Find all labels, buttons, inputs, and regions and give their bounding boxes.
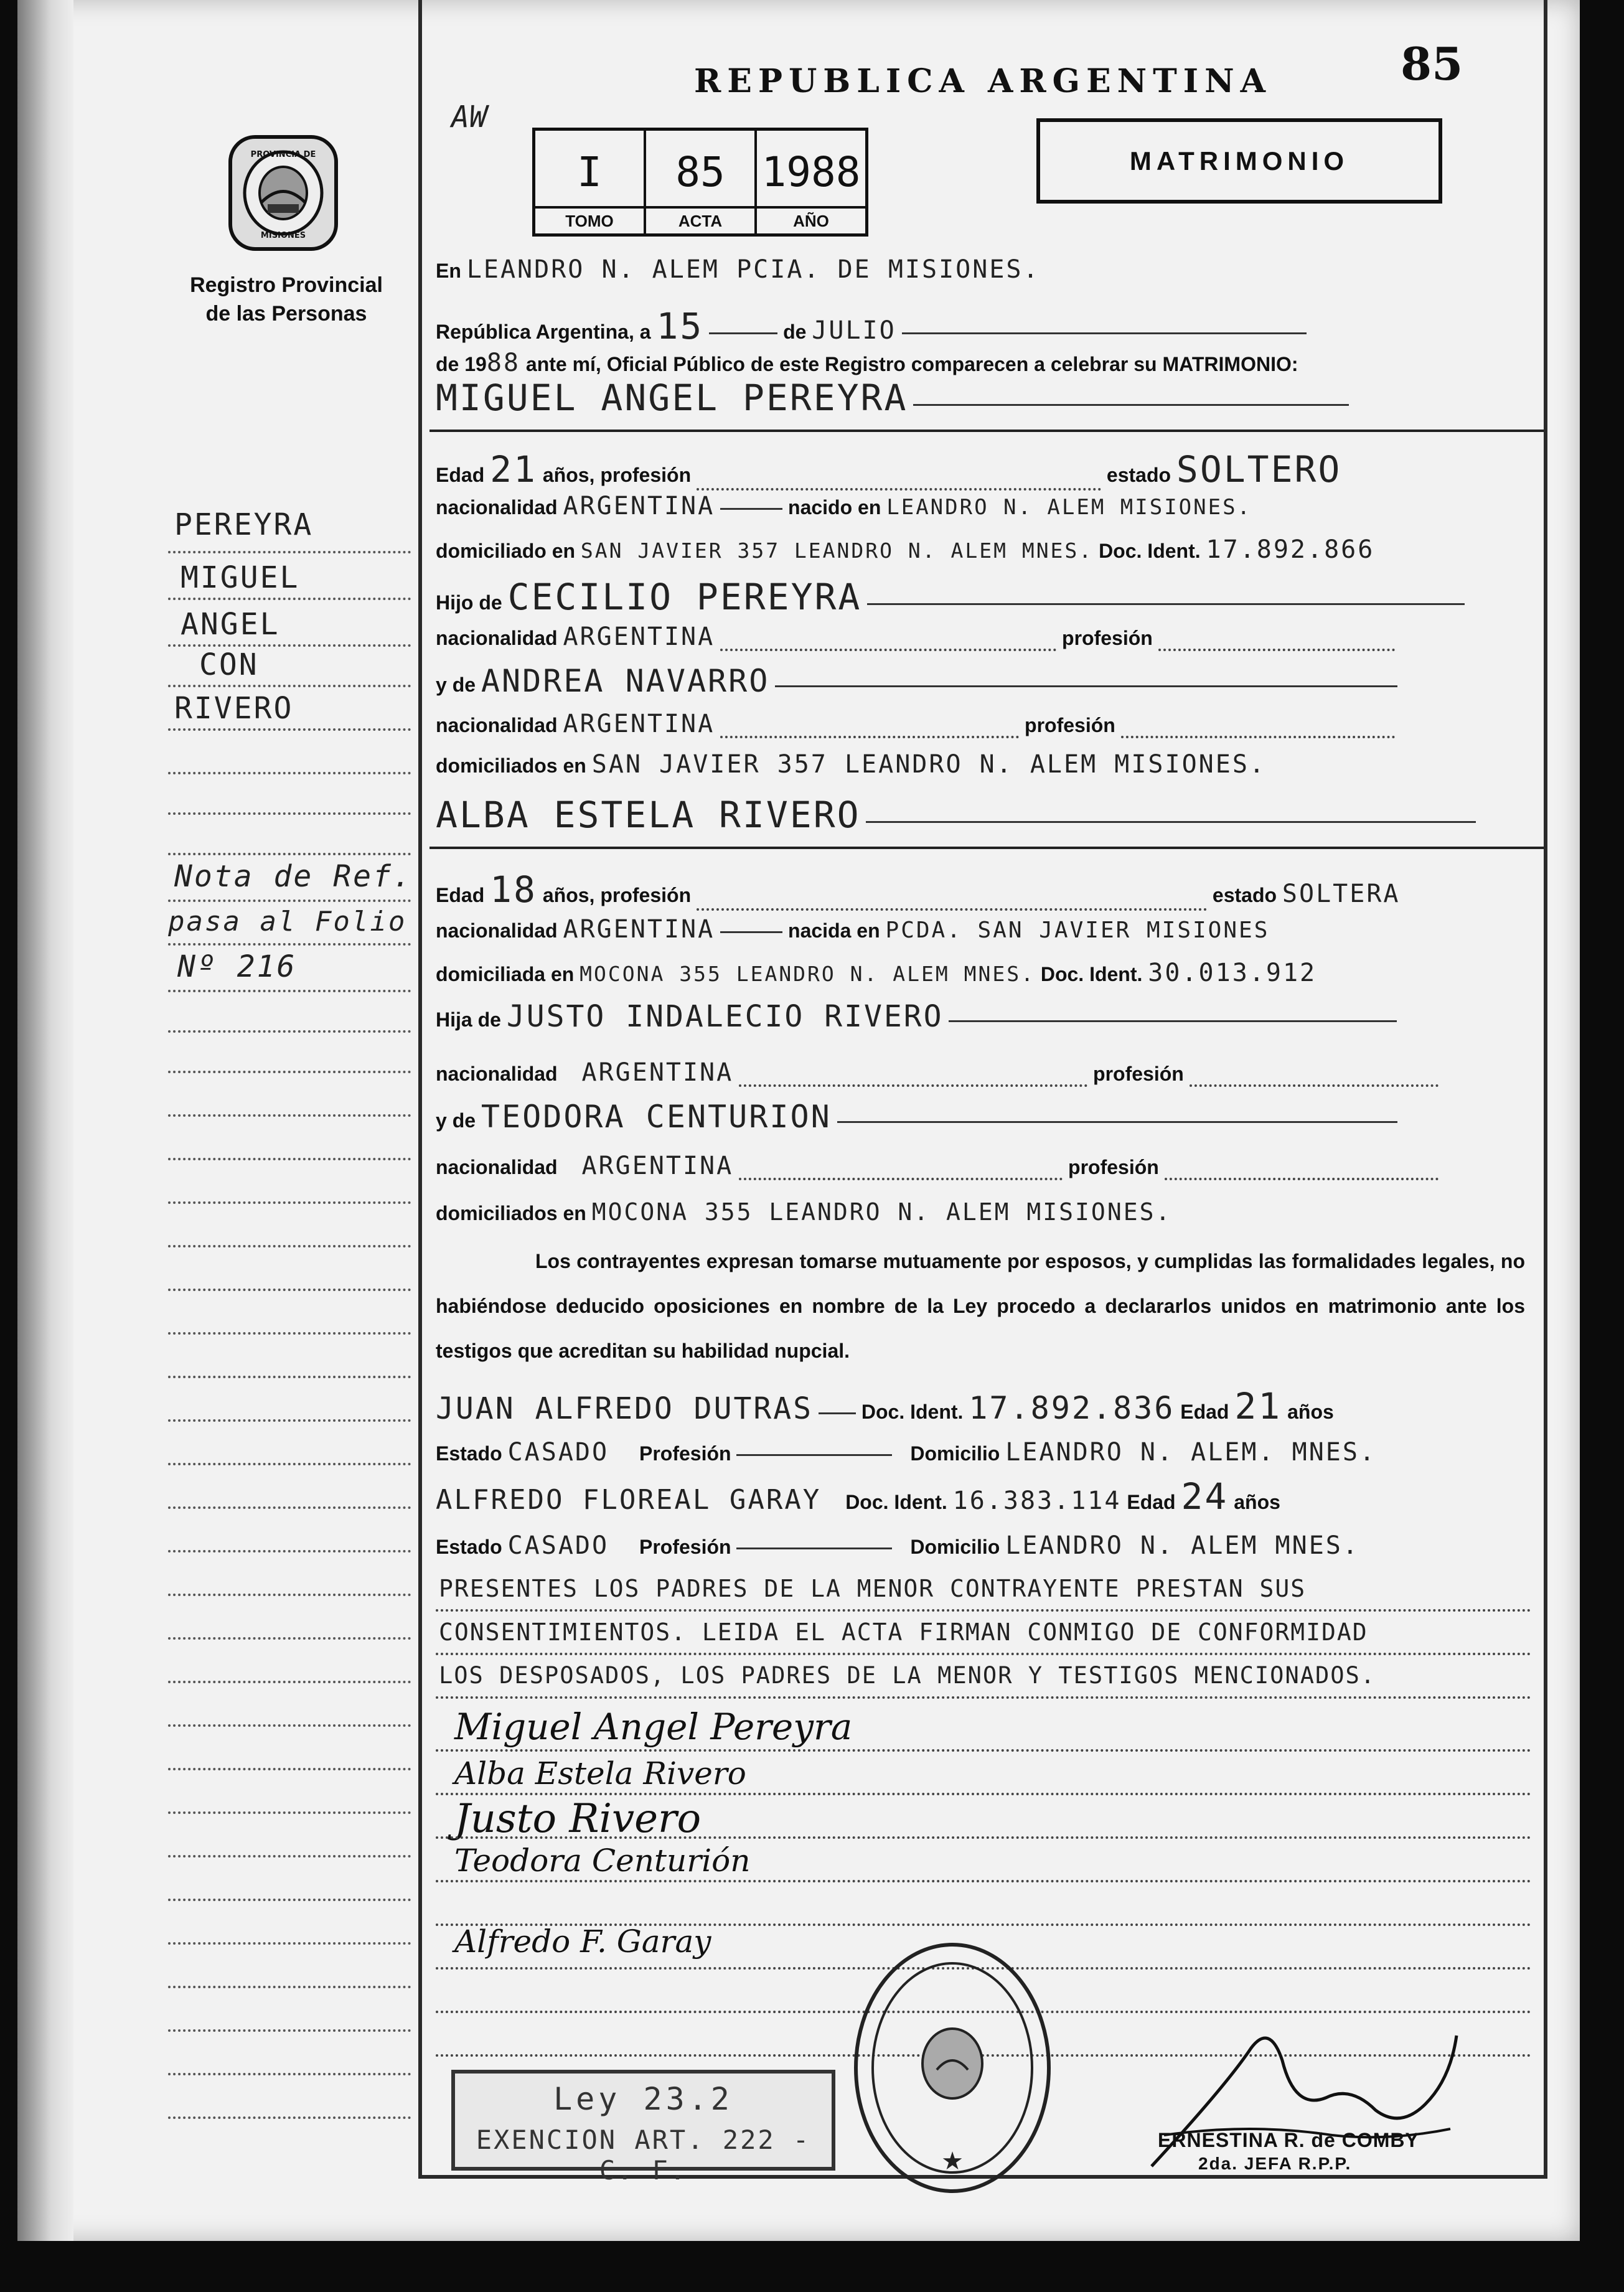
blank-dots: [1158, 642, 1395, 651]
groom-father-nat-row: [436, 622, 1395, 651]
margin-rule: [168, 1463, 411, 1465]
profesion-label: profesión: [1093, 1063, 1184, 1085]
bride-father-nacionalidad: ARGENTINA: [581, 1058, 734, 1087]
groom-parents-address-row: [436, 750, 1266, 779]
blank-line: [720, 508, 782, 510]
domicilio-label: Domicilio: [910, 1536, 1000, 1558]
nacida-label: nacida en: [788, 919, 880, 942]
place-value: LEANDRO N. ALEM PCIA. DE MISIONES.: [466, 255, 1040, 284]
witness-1-estado: CASADO: [507, 1438, 609, 1467]
groom-mother-nat-row: [436, 710, 1395, 738]
ruled-line: [436, 1696, 1531, 1699]
tomo-cell: [535, 131, 646, 233]
anos-profesion-label: años, profesión: [542, 464, 692, 486]
hija-label: Hija de: [436, 1008, 501, 1031]
margin-name-line: ANGEL: [181, 607, 280, 642]
margin-note-line: pasa al Folio: [168, 906, 407, 937]
margin-rule: [168, 899, 411, 902]
margin-rule: [168, 728, 411, 731]
acta-value: 85: [675, 148, 725, 196]
margin-rule: [168, 812, 411, 815]
page-number: 85: [1401, 37, 1463, 90]
groom-doc: 17.892.866: [1206, 535, 1375, 564]
margin-rule: [168, 1986, 411, 1988]
blank-line: [736, 1548, 892, 1549]
nacionalidad-label: nacionalidad: [436, 496, 558, 519]
groom-nationality-row: [436, 492, 1252, 520]
year-prefix: de 19: [436, 353, 487, 375]
bride-father: JUSTO INDALECIO RIVERO: [506, 999, 944, 1034]
book-spine: [17, 0, 73, 2241]
en-label: En: [436, 260, 461, 282]
anos-label: años: [1234, 1491, 1280, 1513]
margin-rule: [168, 1030, 411, 1033]
groom-mother-row: [436, 663, 1397, 699]
margin-rule: [168, 1158, 411, 1160]
svg-text:★: ★: [941, 2147, 964, 2176]
domiciliados-label: domiciliados en: [436, 754, 586, 777]
margin-rule: [168, 1942, 411, 1945]
legal-declaration: Los contrayentes expresan tomarse mutuamente por esposos, y cumplidas las formalidades legales, no habiéndose deducido oposiciones en nombre de la Ley procedo a declararlos unidos en matrimonio ante los testigos que acreditan su habilidad nupcial.: [436, 1250, 1525, 1362]
frame-right-border: [1544, 0, 1547, 2179]
margin-name-line: RIVERO: [174, 691, 294, 726]
groom-mother: ANDREA NAVARRO: [481, 663, 770, 699]
blank-line: [902, 332, 1307, 334]
witness-2-details-row: [436, 1531, 1359, 1560]
margin-rule: [168, 1289, 411, 1291]
groom-name: MIGUEL ANGEL PEREYRA: [436, 377, 908, 419]
groom-father-nacionalidad: ARGENTINA: [563, 622, 715, 651]
blank-line: [837, 1121, 1397, 1123]
ruled-line: [436, 1793, 1531, 1795]
nacido-label: nacido en: [788, 496, 881, 519]
witness-2-estado: CASADO: [507, 1531, 609, 1560]
law-exemption-stamp: [451, 2070, 835, 2186]
tomo-value: I: [577, 148, 602, 196]
seal-top-text: PROVINCIA DE: [250, 150, 316, 159]
signature-witness: Alfredo F. Garay: [454, 1923, 711, 1960]
margin-rule: [168, 598, 411, 600]
bride-nacida-en: PCDA. SAN JAVIER MISIONES: [885, 918, 1270, 943]
anio-cell: [757, 131, 865, 233]
date-row: [436, 305, 1307, 347]
doc-label: Doc. Ident.: [1040, 963, 1143, 985]
witness-1-edad: 21: [1234, 1385, 1282, 1427]
margin-rule: [168, 685, 411, 687]
margin-rule: [168, 644, 411, 647]
witness-1-name: JUAN ALFREDO DUTRAS: [436, 1391, 814, 1426]
witness-2-edad: 24: [1181, 1475, 1229, 1518]
ruled-line: [436, 1749, 1531, 1752]
blank-dots: [1190, 1078, 1439, 1087]
blank-line: [709, 332, 777, 334]
ruled-line: [436, 1609, 1531, 1612]
margin-rule: [168, 1899, 411, 1901]
handwritten-annotation: AW: [451, 100, 487, 134]
de-label: de: [783, 321, 807, 343]
margin-rule: [168, 990, 411, 992]
groom-nacido-en: LEANDRO N. ALEM MISIONES.: [886, 495, 1252, 520]
witness-1-domicilio: LEANDRO N. ALEM. MNES.: [1005, 1438, 1377, 1467]
bride-nationality-row: [436, 915, 1269, 944]
margin-rule: [168, 1419, 411, 1422]
blank-dots: [697, 902, 1207, 911]
groom-estado: SOLTERO: [1176, 448, 1342, 491]
signature-bride-father: Justo Rivero: [454, 1796, 702, 1842]
acta-label: ACTA: [646, 206, 754, 233]
statement-row: [436, 349, 1298, 377]
margin-rule: [168, 2073, 411, 2075]
observation-line: CONSENTIMIENTOS. LEIDA EL ACTA FIRMAN CONMIGO DE CONFORMIDAD: [439, 1618, 1368, 1646]
doc-label: Doc. Ident.: [861, 1401, 964, 1423]
margin-rule: [168, 1376, 411, 1378]
frame-left-border: [418, 0, 422, 2179]
law-stamp-line2: EXENCION ART. 222 - C. F.: [476, 2125, 811, 2186]
observation-line: PRESENTES LOS PADRES DE LA MENOR CONTRAYENTE PRESTAN SUS: [439, 1575, 1307, 1602]
bride-estado: SOLTERA: [1282, 880, 1401, 908]
day-value: 15: [656, 305, 704, 347]
groom-father: CECILIO PEREYRA: [507, 576, 862, 618]
groom-father-row: [436, 576, 1465, 618]
witness-1-details-row: [436, 1438, 1376, 1467]
ruled-line: [436, 1880, 1531, 1882]
anos-profesion-label: años, profesión: [542, 884, 692, 906]
margin-rule: [168, 1201, 411, 1204]
official-round-seal-icon: [850, 1939, 1055, 2197]
domiciliada-label: domiciliada en: [436, 963, 575, 985]
profesion-label: profesión: [1068, 1156, 1159, 1178]
bride-mother-nat-row: [436, 1152, 1439, 1180]
country-title: REPUBLICA ARGENTINA: [694, 62, 1272, 100]
margin-rule: [168, 1768, 411, 1770]
law-stamp-line1: Ley 23.2: [553, 2081, 733, 2117]
bride-nacionalidad: ARGENTINA: [563, 915, 715, 944]
bride-name: ALBA ESTELA RIVERO: [436, 794, 861, 836]
observation-line: LOS DESPOSADOS, LOS PADRES DE LA MENOR Y TESTIGOS MENCIONADOS.: [439, 1662, 1376, 1689]
registry-label-line2: de las Personas: [205, 302, 367, 326]
bride-age-row: [436, 868, 1401, 911]
bride-mother: TEODORA CENTURION: [481, 1099, 832, 1135]
statement-text: ante mí, Oficial Público de este Registro comparecen a celebrar su MATRIMONIO:: [525, 353, 1298, 375]
profesion-label: Profesión: [639, 1442, 731, 1465]
official-name: ERNESTINA R. de COMBY: [1158, 2129, 1419, 2151]
official-role: 2da. JEFA R.P.P.: [1198, 2154, 1352, 2173]
margin-rule: [168, 551, 411, 553]
margin-note-line: Nota de Ref.: [174, 859, 413, 894]
domiciliados-label: domiciliados en: [436, 1202, 586, 1224]
edad-label: Edad: [436, 884, 485, 906]
estado-label: estado: [1212, 884, 1277, 906]
bride-address-row: [436, 959, 1317, 987]
nacionalidad-label: nacionalidad: [436, 1063, 558, 1085]
y-de-label: y de: [436, 1109, 476, 1132]
provincial-seal-icon: [224, 131, 342, 255]
groom-edad: 21: [490, 448, 537, 491]
groom-nacionalidad: ARGENTINA: [563, 492, 715, 520]
bride-doc: 30.013.912: [1148, 959, 1317, 987]
groom-mother-nacionalidad: ARGENTINA: [563, 710, 715, 738]
margin-rule: [168, 1811, 411, 1814]
blank-dots: [1121, 730, 1395, 738]
reference-box: [532, 128, 868, 237]
margin-rule: [168, 1681, 411, 1683]
margin-rule: [168, 1637, 411, 1640]
margin-rule: [168, 2116, 411, 2119]
witness-2-doc: 16.383.114: [952, 1487, 1122, 1515]
edad-label: Edad: [1127, 1491, 1176, 1513]
groom-age-row: [436, 448, 1341, 491]
witness-1-row: [436, 1385, 1334, 1427]
edad-label: Edad: [1180, 1401, 1229, 1423]
margin-rule: [168, 1855, 411, 1858]
y-de-label: y de: [436, 674, 476, 696]
bride-parents-address-row: [436, 1198, 1171, 1226]
republica-label: República Argentina, a: [436, 321, 651, 343]
record-type-box: MATRIMONIO: [1036, 118, 1442, 204]
bride-father-nat-row: [436, 1058, 1439, 1087]
blank-line: [775, 685, 1397, 687]
domiciliado-label: domiciliado en: [436, 540, 576, 562]
groom-parents-domicilio: SAN JAVIER 357 LEANDRO N. ALEM MISIONES.: [591, 750, 1266, 779]
margin-rule: [168, 2029, 411, 2032]
anio-label: AÑO: [757, 206, 865, 233]
anio-value: 1988: [761, 148, 861, 196]
margin-rule: [168, 1550, 411, 1552]
bride-mother-row: [436, 1099, 1397, 1135]
month-value: JULIO: [812, 316, 896, 345]
blank-dots: [697, 482, 1101, 491]
profesion-label: Profesión: [639, 1536, 731, 1558]
bride-father-row: [436, 999, 1397, 1034]
blank-dots: [739, 1172, 1063, 1180]
place-row: [436, 255, 1040, 284]
bride-mother-nacionalidad: ARGENTINA: [581, 1152, 734, 1180]
doc-label: Doc. Ident.: [845, 1491, 947, 1513]
registry-label-line1: Registro Provincial: [190, 273, 383, 297]
hijo-label: Hijo de: [436, 591, 502, 614]
bride-edad: 18: [490, 868, 537, 911]
nacionalidad-label: nacionalidad: [436, 714, 558, 736]
registry-label: [168, 271, 405, 328]
blank-line: [867, 603, 1465, 605]
margin-rule: [168, 1071, 411, 1073]
estado-label: estado: [1106, 464, 1171, 486]
blank-line: [736, 1454, 892, 1456]
year-suffix-value: 88: [486, 349, 520, 377]
profesion-label: profesión: [1025, 714, 1115, 736]
doc-label: Doc. Ident.: [1099, 540, 1201, 562]
blank-line: [720, 931, 782, 933]
groom-address-row: [436, 535, 1374, 564]
signature-groom: Miguel Angel Pereyra: [454, 1706, 853, 1748]
margin-note-line: Nº 216: [177, 949, 297, 984]
margin-rule: [168, 772, 411, 774]
bride-domicilio: MOCONA 355 LEANDRO N. ALEM MNES.: [580, 962, 1035, 986]
margin-rule: [168, 1506, 411, 1509]
section-divider: [429, 847, 1544, 849]
margin-rule: [168, 853, 411, 855]
blank-line: [819, 1412, 856, 1414]
profesion-label: profesión: [1062, 627, 1153, 649]
margin-rule: [168, 1114, 411, 1117]
seal-bottom-text: MISIONES: [260, 231, 306, 240]
section-divider: [429, 430, 1544, 432]
acta-cell: [646, 131, 757, 233]
margin-rule: [168, 1724, 411, 1727]
margin-rule: [168, 1332, 411, 1335]
estado-label: Estado: [436, 1536, 502, 1558]
nacionalidad-label: nacionalidad: [436, 627, 558, 649]
domicilio-label: Domicilio: [910, 1442, 1000, 1465]
anos-label: años: [1287, 1401, 1334, 1423]
witness-2-row: [436, 1475, 1280, 1518]
witness-2-domicilio: LEANDRO N. ALEM MNES.: [1005, 1531, 1359, 1560]
blank-line: [913, 404, 1349, 406]
blank-line: [949, 1020, 1397, 1022]
margin-rule: [168, 1594, 411, 1596]
ruled-line: [436, 1653, 1531, 1655]
tomo-label: TOMO: [535, 206, 644, 233]
margin-name-line: PEREYRA: [174, 507, 314, 542]
blank-dots: [720, 642, 1056, 651]
signature-bride-mother: Teodora Centurión: [454, 1843, 751, 1879]
bride-parents-domicilio: MOCONA 355 LEANDRO N. ALEM MISIONES.: [591, 1198, 1172, 1226]
groom-domicilio: SAN JAVIER 357 LEANDRO N. ALEM MNES.: [580, 538, 1094, 563]
margin-rule: [168, 1245, 411, 1247]
blank-dots: [720, 730, 1019, 738]
signature-bride: Alba Estela Rivero: [454, 1755, 746, 1792]
bride-name-row: [436, 794, 1476, 836]
edad-label: Edad: [436, 464, 485, 486]
ruled-line: [436, 1836, 1531, 1839]
blank-line: [866, 821, 1476, 823]
nacionalidad-label: nacionalidad: [436, 1156, 558, 1178]
witness-2-name: ALFREDO FLOREAL GARAY: [436, 1484, 822, 1516]
margin-name-line: CON: [199, 647, 259, 682]
margin-name-line: MIGUEL: [181, 560, 300, 595]
nacionalidad-label: nacionalidad: [436, 919, 558, 942]
margin-rule: [168, 943, 411, 946]
blank-dots: [739, 1078, 1087, 1087]
groom-name-row: [436, 377, 1349, 419]
estado-label: Estado: [436, 1442, 502, 1465]
witness-1-doc: 17.892.836: [969, 1390, 1175, 1426]
blank-dots: [1165, 1172, 1439, 1180]
